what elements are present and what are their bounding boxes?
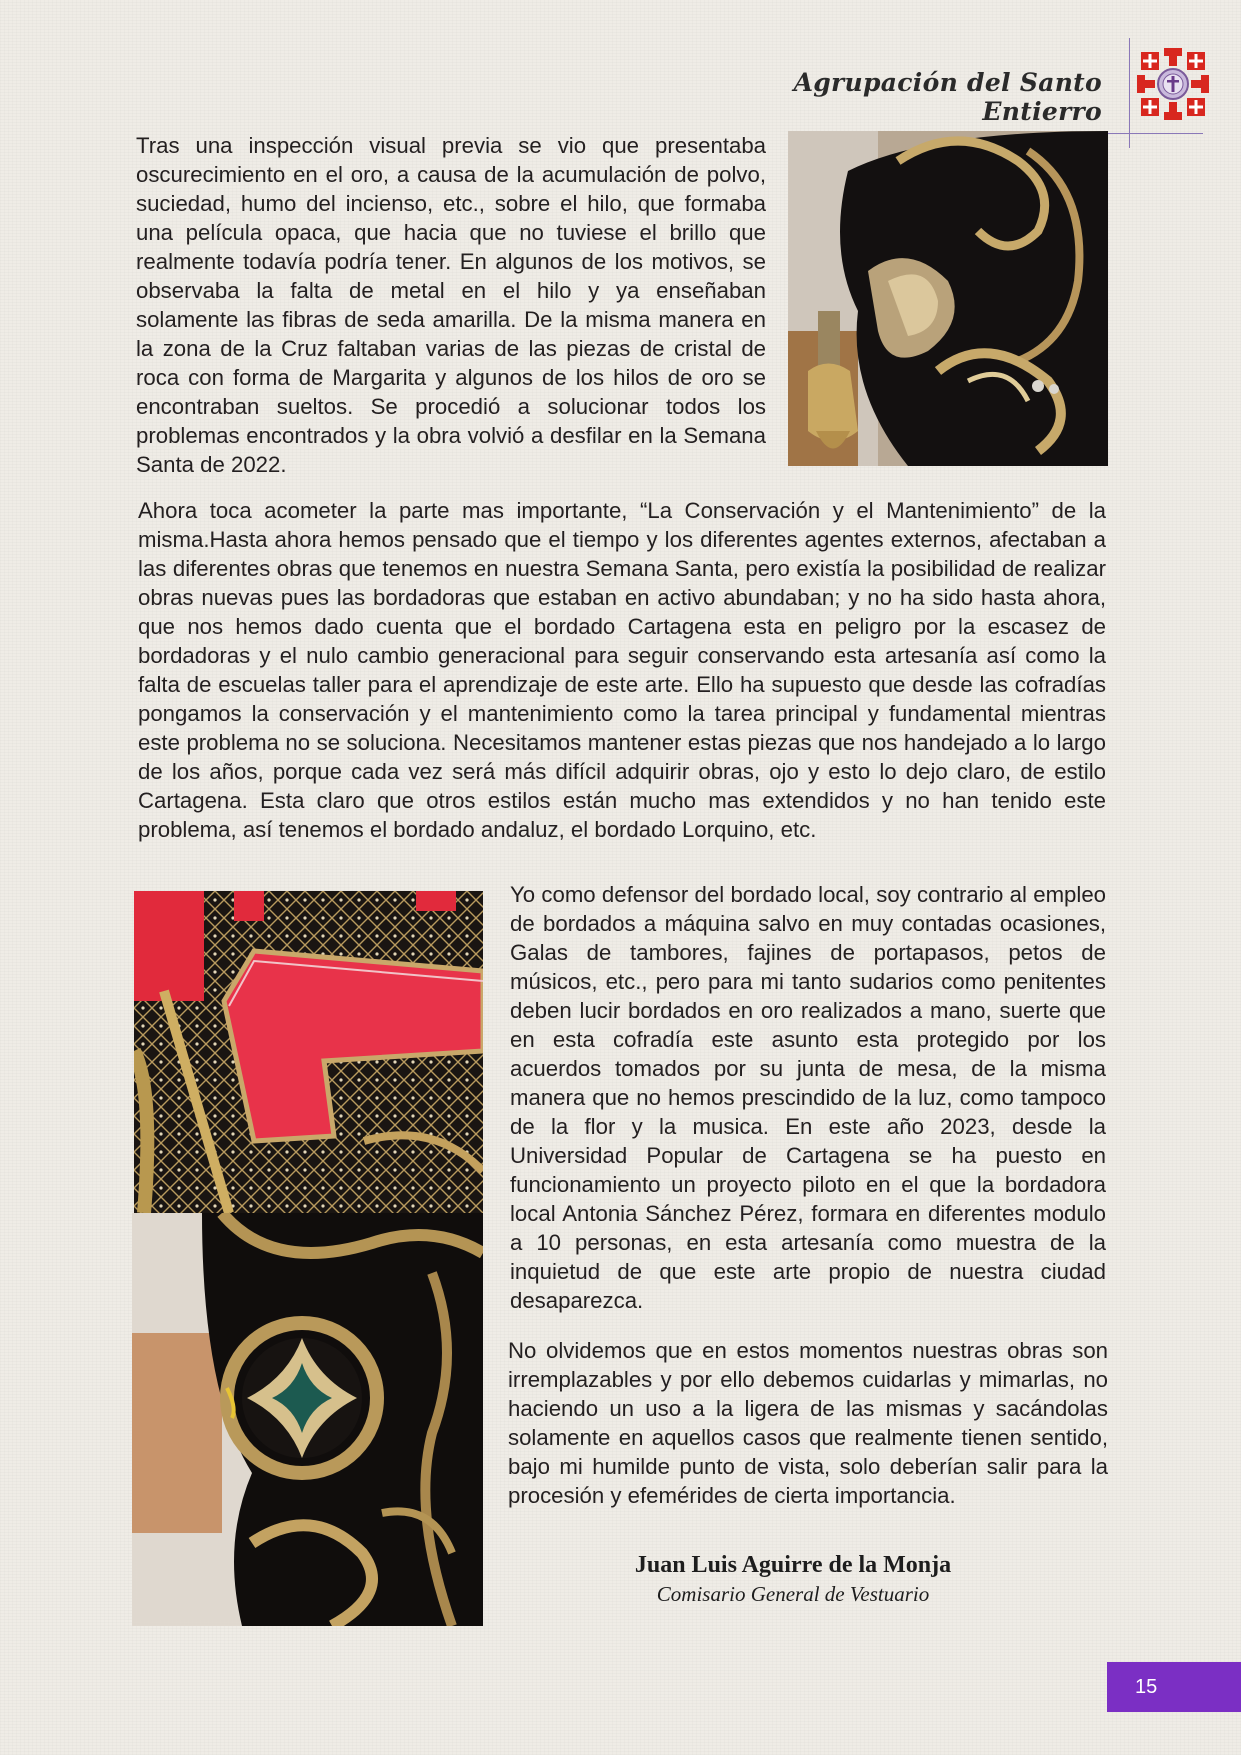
page-number-badge: [1107, 1662, 1241, 1712]
paragraph-conservation: Ahora toca acometer la parte mas importante, “La Conservación y el Mantenimiento” de la misma.Hasta ahora hemos pensado que el tiempo y los diferentes agentes externos, afectaban a las diferentes obras que tenemos en nuestra Semana Santa, pero existía la posibilidad de realizar obras nuevas pues las bordadoras que estaban en activo abundaban; y no ha sido hasta ahora, que nos hemos dado cuenta que el bordado Cartagena esta en peligro por la escasez de bordadoras y el nulo cambio generacional para seguir conservando esta artesanía así como la falta de escuelas taller para el aprendizaje de este arte. Ello ha supuesto que desde las cofradías pongamos la conservación y el mantenimiento como la tarea principal y fundamental mientras este problema no se soluciona. Necesitamos mantener estas piezas que nos handejado a lo largo de los años, porque cada vez será más difícil adquirir obras, ojo y esto lo dejo claro, de estilo Cartagena. Esta claro que otros estilos están mucho mas extendidos y no han tenido este problema, así tenemos el bordado andaluz, el bordado Lorquino, etc.: [138, 498, 1106, 842]
paragraph-local-embroidery: Yo como defensor del bordado local, soy contrario al empleo de bordados a máquina salvo en muy contadas ocasiones, Galas de tambores, fajines de portapasos, petos de músicos, etc., pero para mi tanto sudarios como penitentes deben lucir bordados en oro realizados a mano, suerte que en esta cofradía este asunto esta protegido por los acuerdos tomados por su junta de mesa, de la misma manera que no hemos prescindido de la luz, como tampoco de la flor y la musica. En este año 2023, desde la Universidad Popular de Cartagena se ha puesto en funcionamiento un proyecto piloto en el que la bordadora local Antonia Sánchez Pérez, formara en diferentes modulo a 10 personas, en esta artesanía como muestra de la inquietud de que este arte propio de nuestra ciudad desaparezca.: [510, 882, 1106, 1313]
header-title: Agrupación del Santo Entierro: [793, 68, 1102, 126]
red-cross-emblem-icon: [1133, 44, 1213, 124]
header-guide-line-vertical: [1129, 38, 1130, 148]
signature-role: Comisario General de Vestuario: [656, 1582, 930, 1606]
embroidery-photo-gold-medallion: [132, 1213, 483, 1626]
header-guide-line-horizontal: [1098, 133, 1203, 134]
paragraph-closing: No olvidemos que en estos momentos nuestras obras son irremplazables y por ello debemos cuidarlas y mimarlas, no haciendo un uso a la ligera de las mismas y sacándolas solamente en aquellos casos que realmente tienen sentido, bajo mi humilde punto de vista, solo deberían salir para la procesión y efemérides de cierta importancia.: [508, 1338, 1108, 1508]
paragraph-inspection: Tras una inspección visual previa se vio que presentaba oscurecimiento en el oro, a causa de la acumulación de polvo, suciedad, humo del incienso, etc., sobre el hilo, que formaba una película opaca, que hacia que no tuviese el brillo que realmente todavía podría tener. En algunos de los motivos, se observaba la falta de metal en el hilo y ya enseñaban solamente las fibras de seda amarilla. De la misma manera en la zona de la Cruz faltaban varias de las piezas de cristal de roca con forma de Margarita y algunos de los hilos de oro se encontraban sueltos. Se procedió a solucionar todos los problemas encontrados y la obra volvió a desfilar en la Semana Santa de 2022.: [136, 133, 766, 477]
page-number: 15: [1135, 1675, 1158, 1698]
signature-name: Juan Luis Aguirre de la Monja: [634, 1552, 952, 1578]
embroidery-photo-gold-scrolls: [788, 131, 1108, 466]
embroidery-photo-red-cross: [134, 891, 483, 1213]
